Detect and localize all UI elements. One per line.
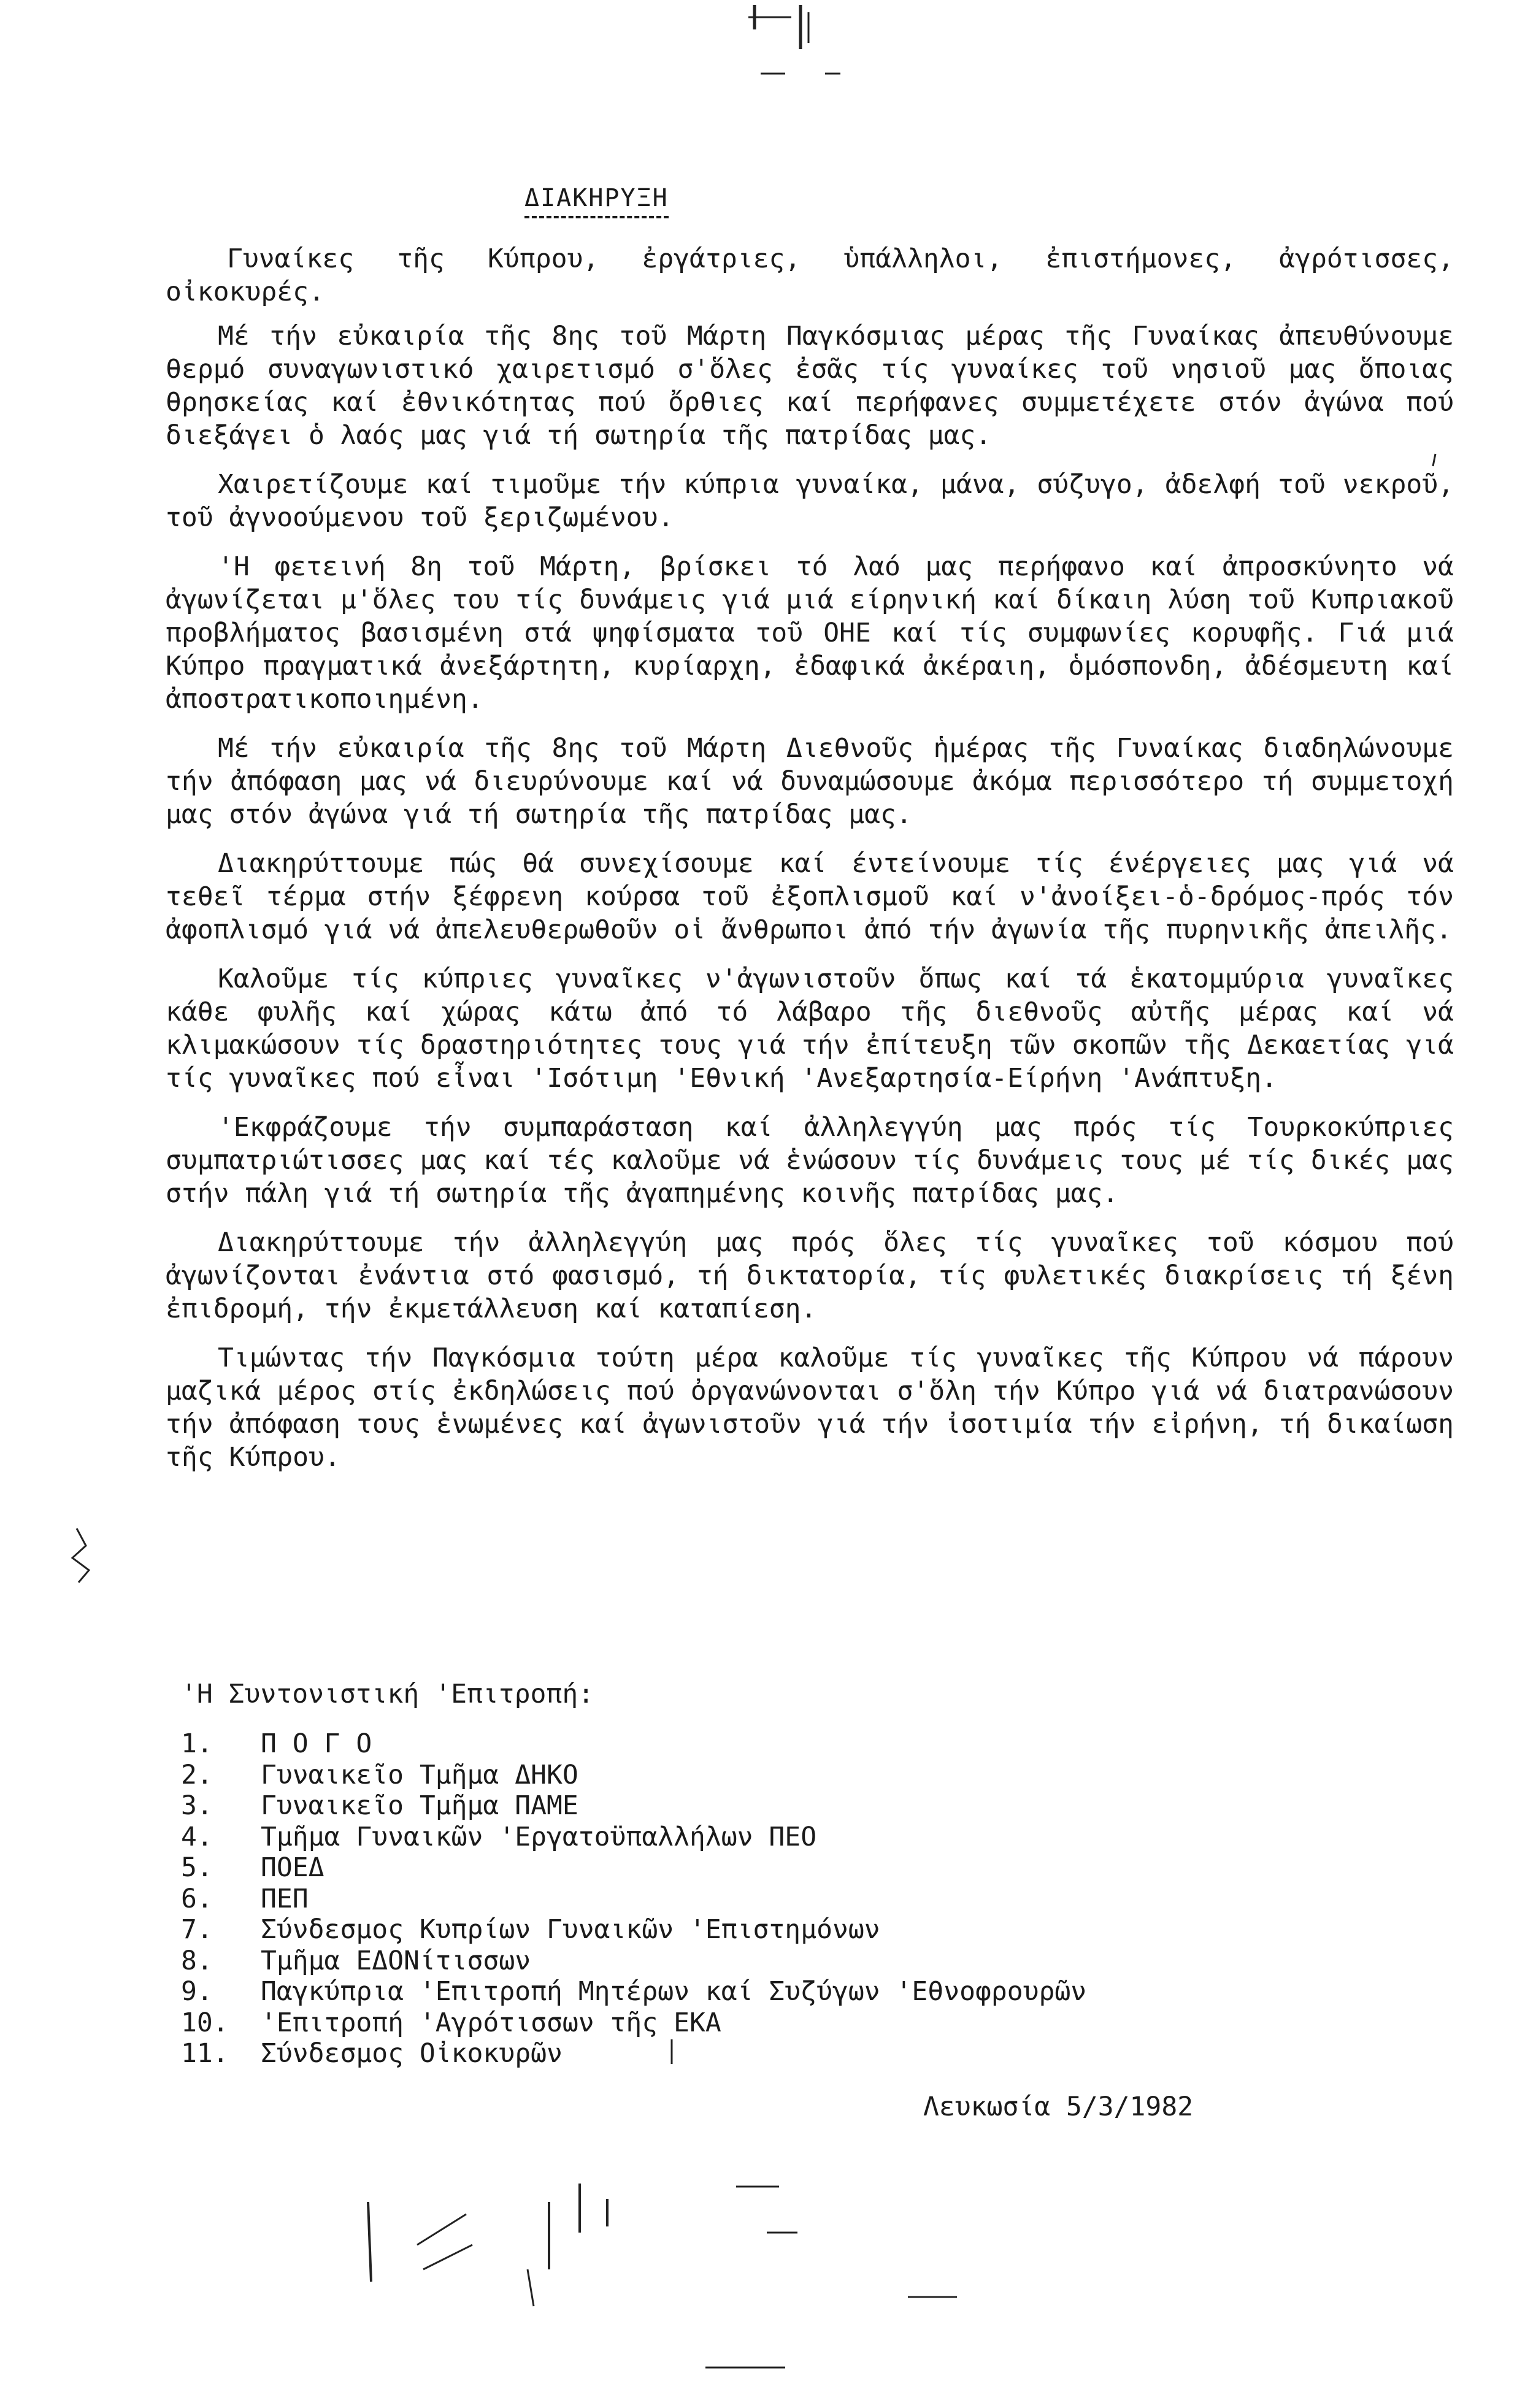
list-item-name: ΠΟΕΔ xyxy=(261,1852,325,1883)
list-item-name: Γυναικεῖο Τμῆμα ΔΗΚΟ xyxy=(261,1759,578,1790)
paragraph: Μέ τήν εὐκαιρία τῆς 8ης τοῦ Μάρτη Παγκόσμιας μέρας τῆς Γυναίκας ἀπευθύνουμε θερμό συναγωνιστικό χαιρετισμό σ'ὅλες ἐσᾶς τίς γυναίκες τοῦ νησιοῦ μας ὅποιας θρησκείας καί ἐθνικότητας πού ὄρθιες καί περήφανες συμμετέχετε στόν ἀγώνα πού διεξάγει ὁ λαός μας γιά τή σωτηρία τῆς πατρίδας μας. xyxy=(166,321,1454,451)
paragraph: 'Η φετεινή 8η τοῦ Μάρτη, βρίσκει τό λαό μας περήφανο καί ἀπροσκύνητο νά ἀγωνίζεται μ'ὅλες του τίς δυνάμεις γιά μιά είρηνική καί δίκαιη λύση τοῦ Κυπριακοῦ προβλήματος βασισμένη στά ψηφίσματα τοῦ ΟΗΕ καί τίς συμφωνίες κορυφῆς. Γιά μιά Κύπρο πραγματικά ἀνεξάρτητη, κυρίαρχη, ἐδαφικά ἀκέραιη, ὁμόσπονδη, ἀδέσμευτη καί ἀποστρατικοποιημένη. xyxy=(166,551,1454,715)
list-item-name: Σύνδεσμος Κυπρίων Γυναικῶν 'Επιστημόνων xyxy=(261,1914,880,1945)
list-item-number: 5. xyxy=(181,1852,213,1883)
list-item-number: 2. xyxy=(181,1759,213,1790)
list-item xyxy=(181,2007,1086,2039)
paragraph: 'Εκφράζουμε τήν συμπαράσταση καί ἀλληλεγγύη μας πρός τίς Τουρκοκύπριες συμπατριώτισσες μας καί τές καλοῦμε νά ἑνώσουν τίς δυνάμεις τους μέ τίς δικές μας στήν πάλη γιά τή σωτηρία τῆς ἀγαπημένης κοινῆς πατρίδας μας. xyxy=(166,1112,1454,1209)
list-item-number: 8. xyxy=(181,1945,213,1976)
list-item xyxy=(181,1790,1086,1822)
place-date: Λευκωσία 5/3/1982 xyxy=(923,2092,1194,2122)
list-item-name: ΠΕΠ xyxy=(261,1883,309,1914)
list-item-number: 10. xyxy=(181,2007,229,2038)
list-item-name: Παγκύπρια 'Επιτροπή Μητέρων καί Συζύγων 'Εθνοφρουρῶν xyxy=(261,1976,1087,2007)
list-item-number: 7. xyxy=(181,1914,213,1945)
committee-list xyxy=(181,1728,1086,2069)
list-item-number: 4. xyxy=(181,1821,213,1852)
body-text xyxy=(166,242,1454,1490)
list-item-number: 3. xyxy=(181,1790,213,1821)
salutation-paragraph: Γυναίκες τῆς Κύπρου, ἐργάτριες, ὑπάλληλοι, ἐπιστήμονες, ἀγρότισσες, οἰκοκυρές. xyxy=(166,243,1454,307)
list-item-name: Π Ο Γ Ο xyxy=(261,1728,372,1759)
list-item-number: 1. xyxy=(181,1728,213,1759)
paragraph: Τιμώντας τήν Παγκόσμια τούτη μέρα καλοῦμε τίς γυναῖκες τῆς Κύπρου νά πάρουν μαζικά μέρος στίς ἐκδηλώσεις πού ὀργανώνονται σ'ὅλη τήν Κύπρο γιά νά διατρανώσουν τήν ἀπόφαση τους ἑνωμένες καί ἀγωνιστοῦν γιά τήν ἰσοτιμία τήν εἰρήνη, τή δικαίωση τῆς Κύπρου. xyxy=(166,1343,1454,1473)
list-item xyxy=(181,1946,1086,1977)
list-item xyxy=(181,1884,1086,1915)
paragraph: Διακηρύττουμε τήν ἀλληλεγγύη μας πρός ὅλες τίς γυναῖκες τοῦ κόσμου πού ἀγωνίζονται ἐνάντια στό φασισμό, τή δικτατορία, τίς φυλετικές διακρίσεις τή ξένη ἐπιδρομή, τήν ἐκμετάλλευση καί καταπίεση. xyxy=(166,1227,1454,1324)
committee-label: 'Η Συντονιστική 'Επιτροπή: xyxy=(181,1679,594,1709)
list-item-name: Σύνδεσμος Οἰκοκυρῶν xyxy=(261,2038,563,2069)
list-item xyxy=(181,1976,1086,2007)
list-item xyxy=(181,1822,1086,1853)
list-item-name: 'Επιτροπή 'Αγρότισσων τῆς ΕΚΑ xyxy=(261,2007,721,2038)
paragraph: Καλοῦμε τίς κύπριες γυναῖκες ν'ἀγωνιστοῦν ὅπως καί τά ἑκατομμύρια γυναῖκες κάθε φυλῆς καί χώρας κάτω ἀπό τό λάβαρο τῆς διεθνοῦς αὐτῆς μέρας καί νά κλιμακώσουν τίς δραστηριότητες τους γιά τήν ἐπίτευξη τῶν σκοπῶν τῆς Δεκαετίας γιά τίς γυναῖκες πού εἶναι 'Ισότιμη 'Εθνική 'Ανεξαρτησία-Είρήνη 'Ανάπτυξη. xyxy=(166,964,1454,1094)
page-title: ΔΙΑΚΗΡΥΞΗ xyxy=(524,184,669,218)
list-item-name: Τμῆμα ΕΔΟΝίτισσων xyxy=(261,1945,531,1976)
list-item xyxy=(181,1760,1086,1791)
list-item-name: Τμῆμα Γυναικῶν 'Εργατοϋπαλλήλων ΠΕΟ xyxy=(261,1821,817,1852)
list-item-number: 9. xyxy=(181,1976,213,2007)
list-item xyxy=(181,1914,1086,1946)
paragraph: Μέ τήν εὐκαιρία τῆς 8ης τοῦ Μάρτη Διεθνοῦς ἡμέρας τῆς Γυναίκας διαδηλώνουμε τήν ἀπόφαση μας νά διευρύνουμε καί νά δυναμώσουμε ἀκόμα περισσότερο τή συμμετοχή μας στόν ἀγώνα γιά τή σωτηρία τῆς πατρίδας μας. xyxy=(166,733,1454,830)
list-item-number: 11. xyxy=(181,2038,229,2069)
list-item xyxy=(181,1728,1086,1760)
list-item-name: Γυναικεῖο Τμῆμα ΠΑΜΕ xyxy=(261,1790,578,1821)
list-item xyxy=(181,1852,1086,1884)
paragraph: Χαιρετίζουμε καί τιμοῦμε τήν κύπρια γυναίκα, μάνα, σύζυγο, ἀδελφή τοῦ νεκροῦ, τοῦ ἀγνοούμενου τοῦ ξεριζωμένου. xyxy=(166,469,1454,533)
list-item-number: 6. xyxy=(181,1883,213,1914)
paragraph: Διακηρύττουμε πώς θά συνεχίσουμε καί έντείνουμε τίς ένέργειες μας γιά νά τεθεῖ τέρμα στήν ξέφρενη κούρσα τοῦ ἐξοπλισμοῦ καί ν'ἀνοίξει-ὁ-δρόμος-πρός τόν ἀφοπλισμό γιά νά ἀπελευθερωθοῦν οἱ ἄνθρωποι ἀπό τήν ἀγωνία τῆς πυρηνικῆς ἀπειλῆς. xyxy=(166,848,1454,945)
list-item xyxy=(181,2038,1086,2069)
